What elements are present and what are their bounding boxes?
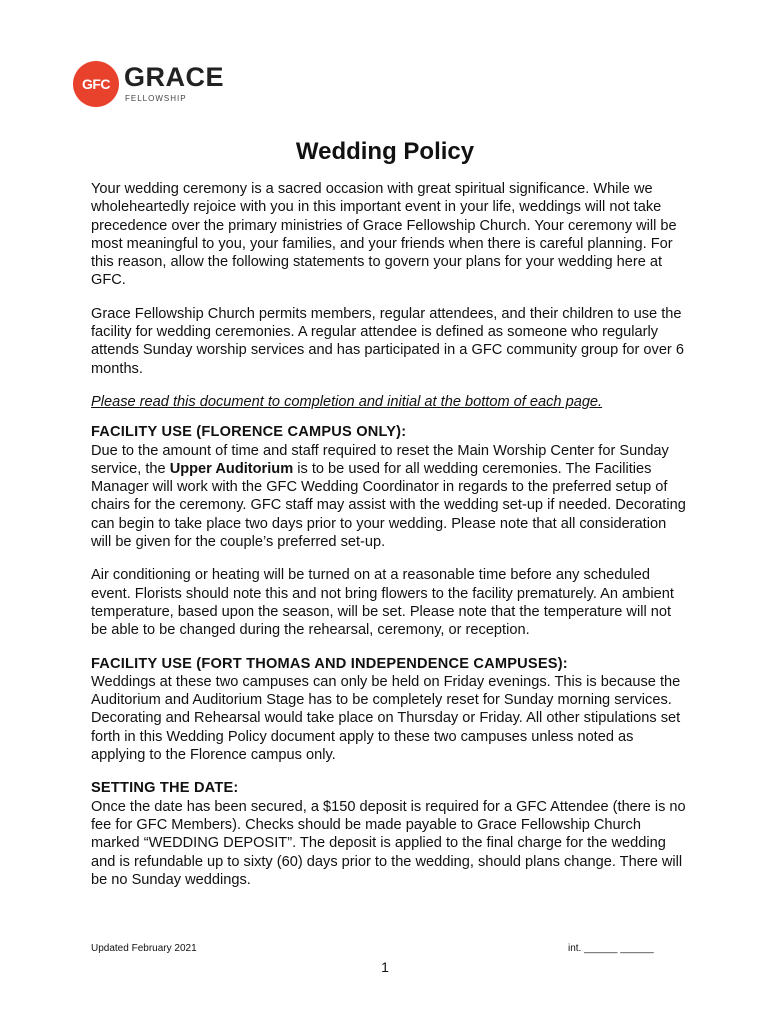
florence-heading: FACILITY USE (FLORENCE CAMPUS ONLY): [91,424,407,441]
eligibility-paragraph: Grace Fellowship Church permits members, regular attendees, and their children to use the facility for wedding ceremonies. A regular attendee is defined as someone who regularly attends Sunday worship services and has participated in a GFC community group for over 6 months. [91,305,684,377]
logo-badge: GFC [73,61,119,107]
page-title: Wedding Policy [295,138,475,165]
climate-paragraph: Air conditioning or heating will be turned on at a reasonable time before any scheduled event. Florists should note this and not bring flowers to the facility prematurely. An ambient temperature, based upon the season, will be set. Please note that the temperature will not be able to be changed during the rehearsal, ceremony, or reception. [91,567,674,639]
florence-text-after: is to be used for all wedding ceremonies. The Facilities Manager will work with the GFC Wedding Coordinator in regards to the preferred setup of chairs for the ceremony. GFC staff may assist with the wedding set-up if needed. Decorating can begin to take place two days prior to your wedding. Please note that all consideration will be given for the couple’s preferred set-up. [91,460,686,551]
intro-paragraph: Your wedding ceremony is a sacred occasion with great spiritual significance. While we wholeheartedly rejoice with you in this important event in your life, weddings will not take precedence over the primary ministries of Grace Fellowship Church. Your ceremony will be most meaningful to you, your families, and your friends when there is careful planning. For this reason, allow the following statements to govern your plans for your wedding here at GFC. [91,181,677,289]
logo-subtitle: FELLOWSHIP [125,94,187,103]
fort-thomas-paragraph: Weddings at these two campuses can only be held on Friday evenings. This is because the Auditorium and Auditorium Stage has to be completely reset for Sunday morning services. Decorating and Rehearsal would take place on Thursday or Friday. All other stipulations set forth in this Wedding Policy document apply to these two campuses unless noted as applying to the Florence campus only. [91,673,681,764]
setting-date-paragraph: Once the date has been secured, a $150 deposit is required for a GFC Attendee (there is no fee for GFC Members). Checks should be made payable to Grace Fellowship Church marked “WEDDING DEPOSIT”. The deposit is applied to the final charge for the wedding and is refundable up to sixty (60) days prior to the wedding, should plans change. There will be no Sunday weddings. [91,798,686,888]
logo-wordmark: GRACE [124,62,225,92]
fort-thomas-heading: FACILITY USE (FORT THOMAS AND INDEPENDENCE CAMPUSES): [91,655,568,672]
document-body [91,180,686,889]
initials-line: int. ______ ______ [568,943,654,954]
page-number: 1 [381,959,389,975]
florence-paragraph [91,442,686,552]
gfc-logo [73,60,233,110]
upper-auditorium-emphasis: Upper Auditorium [169,460,294,477]
read-note: Please read this document to completion and initial at the bottom of each page. [91,393,603,410]
updated-date: Updated February 2021 [91,943,197,954]
setting-date-heading: SETTING THE DATE: [91,780,239,797]
florence-text-before: Due to the amount of time and staff required to reset the Main Worship Center for Sunday service, the [91,442,669,477]
